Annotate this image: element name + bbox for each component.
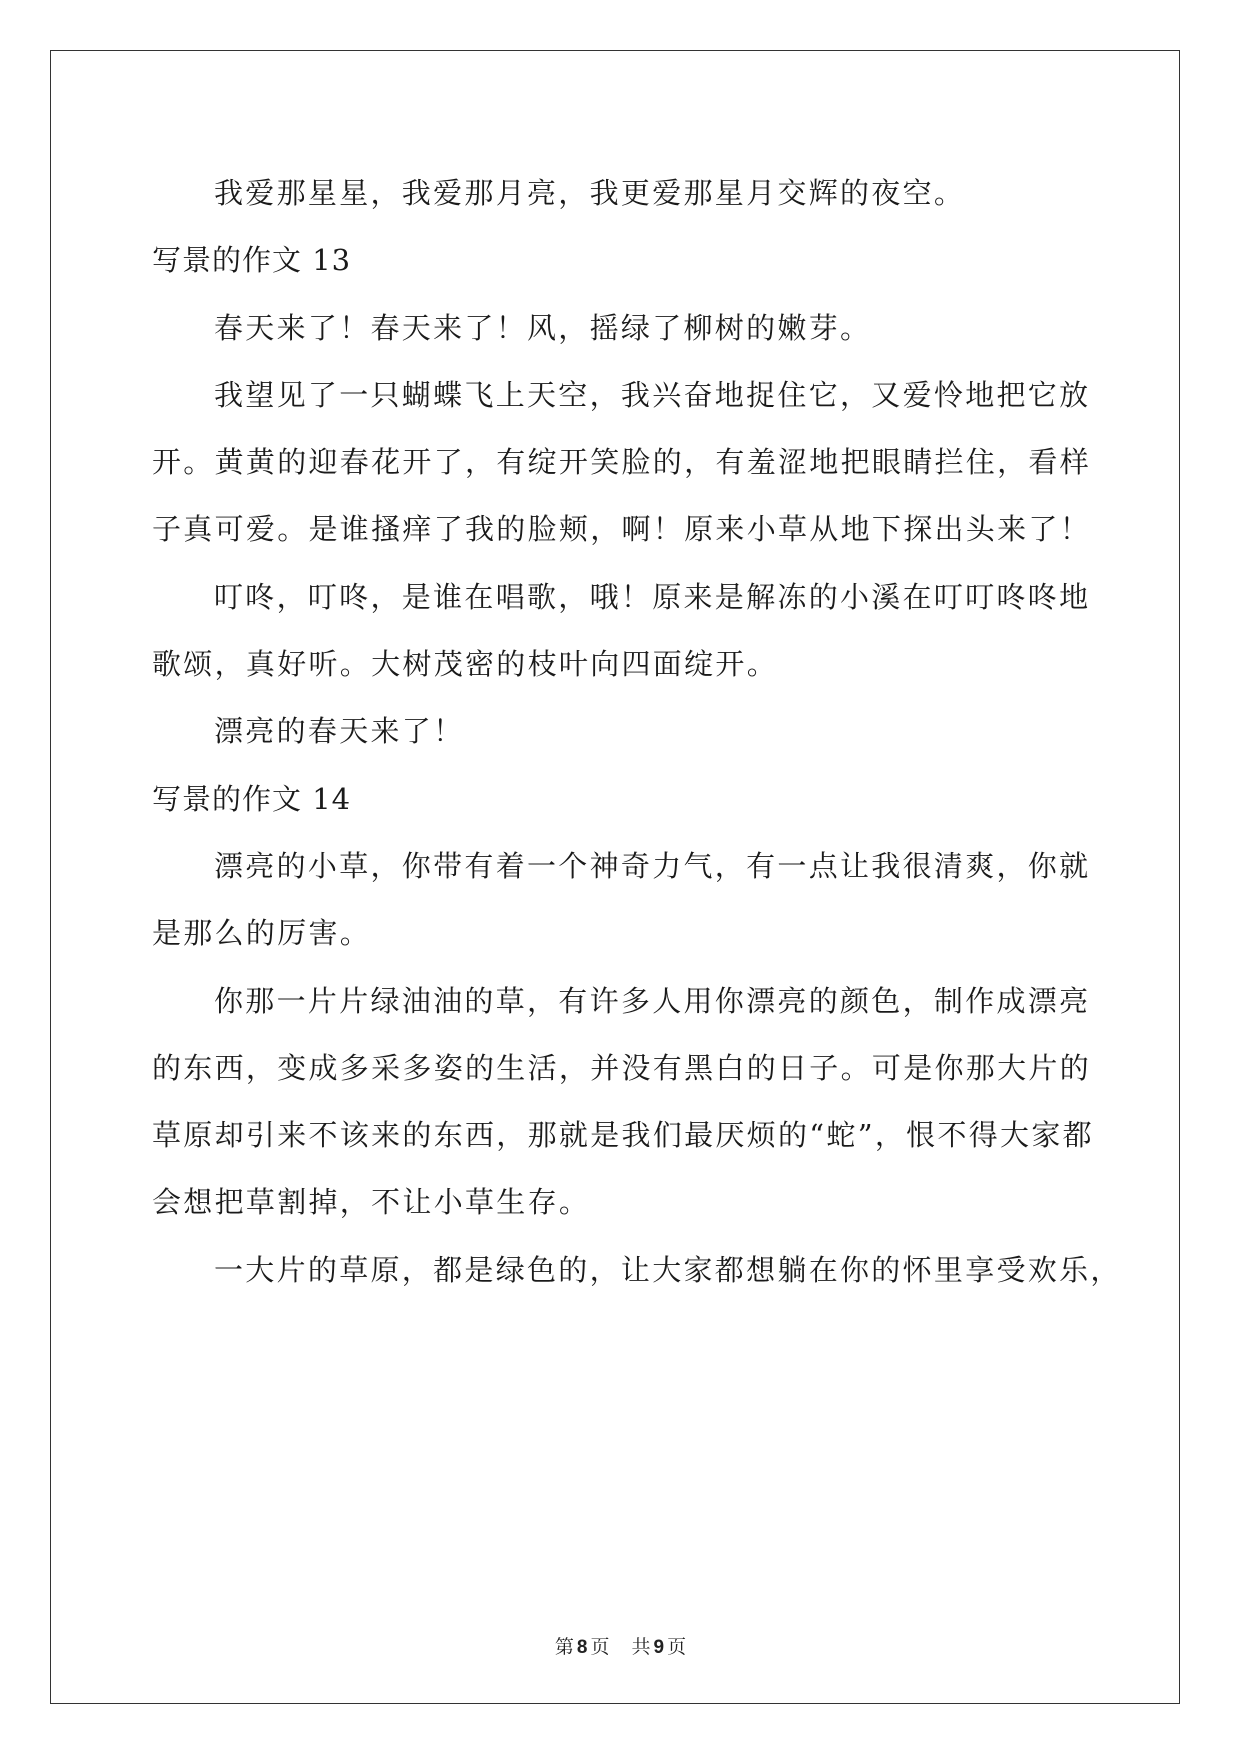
text-line: 漂亮的小草，你带有着一个神奇力气，有一点让我很清爽，你就 xyxy=(214,848,1091,883)
total-prefix: 共 xyxy=(631,1636,651,1658)
text-line: 会想把草割掉，不让小草生存。 xyxy=(152,1185,591,1220)
text-line: 叮咚，叮咚，是谁在唱歌，哦！原来是解冻的小溪在叮叮咚咚地 xyxy=(214,579,1091,614)
text-line: 一大片的草原，都是绿色的，让大家都想躺在你的怀里享受欢乐， xyxy=(214,1252,1122,1287)
text-line: 的东西，变成多采多姿的生活，并没有黑白的日子。可是你那大片的 xyxy=(152,1050,1092,1085)
text-line: 开。黄黄的迎春花开了，有绽开笑脸的，有羞涩地把眼睛拦住，看样 xyxy=(152,445,1092,480)
total-pages: 9 xyxy=(653,1637,665,1658)
text-line: 春天来了！春天来了！风，摇绿了柳树的嫩芽。 xyxy=(214,310,872,345)
page-prefix: 第 xyxy=(554,1636,574,1658)
page-number: 8 xyxy=(576,1637,588,1658)
text-line: 我望见了一只蝴蝶飞上天空，我兴奋地捉住它，又爱怜地把它放 xyxy=(214,377,1091,412)
total-suffix: 页 xyxy=(667,1636,687,1658)
section-heading: 写景的作文 14 xyxy=(152,781,352,816)
text-line: 漂亮的春天来了！ xyxy=(214,714,465,749)
text-line: 子真可爱。是谁搔痒了我的脸颊，啊！原来小草从地下探出头来了！ xyxy=(152,512,1092,547)
page-suffix: 页 xyxy=(590,1636,610,1658)
page-footer xyxy=(0,1632,1241,1659)
text-line: 我爱那星星，我爱那月亮，我更爱那星月交辉的夜空。 xyxy=(214,176,966,210)
text-line: 是那么的厉害。 xyxy=(152,916,372,951)
document-body xyxy=(152,160,1122,1304)
text-line: 歌颂，真好听。大树茂密的枝叶向四面绽开。 xyxy=(152,647,779,682)
text-line: 草原却引来不该来的东西，那就是我们最厌烦的“蛇”，恨不得大家都 xyxy=(152,1118,1094,1153)
section-heading: 写景的作文 13 xyxy=(152,243,352,278)
text-line: 你那一片片绿油油的草，有许多人用你漂亮的颜色，制作成漂亮 xyxy=(214,983,1091,1018)
